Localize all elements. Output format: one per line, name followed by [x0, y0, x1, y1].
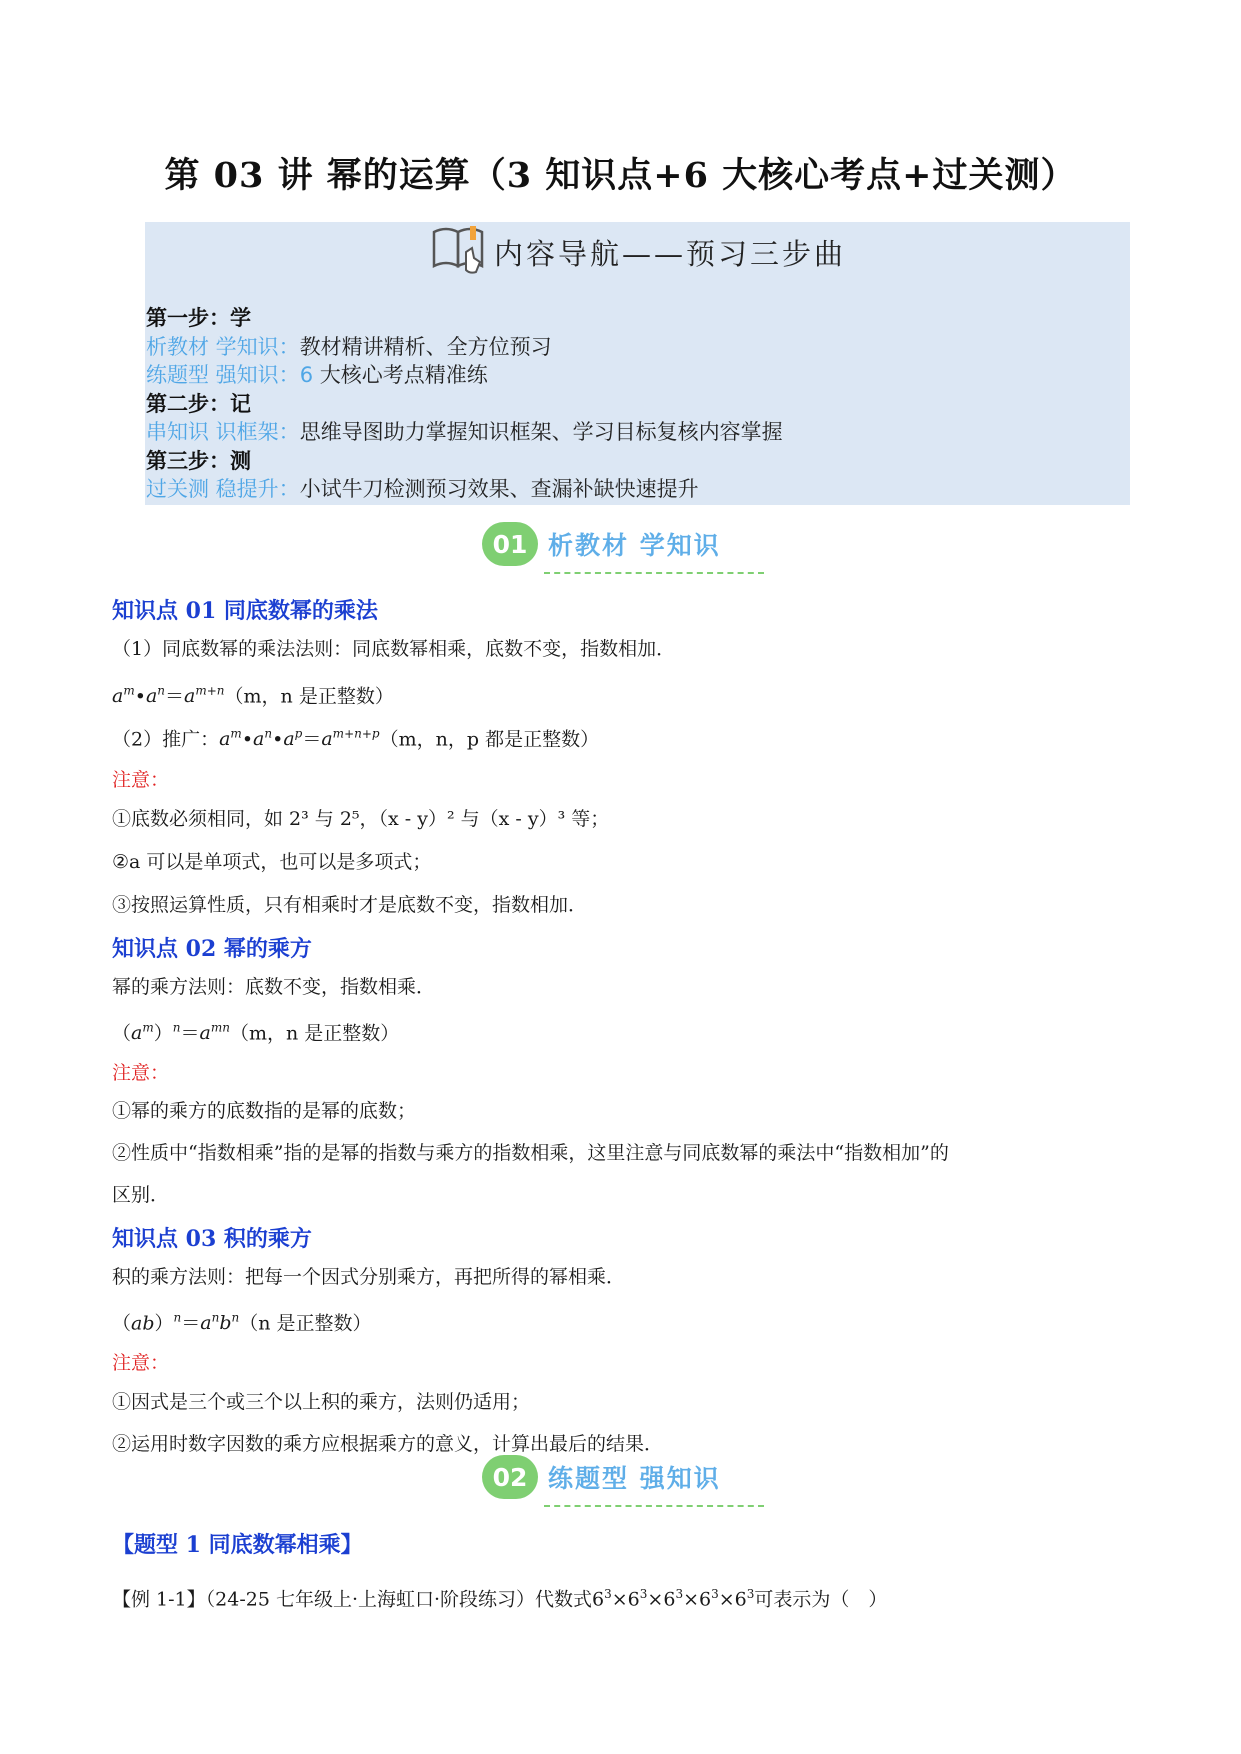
nav-line: 练题型 强知识：6 大核心考点精准练 [146, 363, 488, 387]
nav-heading [430, 222, 846, 282]
kp3-note-1: ①因式是三个或三个以上积的乘方，法则仍适用； [112, 1391, 531, 1413]
kp2-formula: $(a^m)^n=a^{mn}(m$，n 是正整数） [112, 1021, 400, 1045]
kp3-title: 知识点 03 积的乘方 [112, 1226, 312, 1252]
kp1-note-label: 注意： [112, 769, 170, 791]
dashed-divider [544, 1505, 764, 1507]
kp1-note-2: ②a 可以是单项式，也可以是多项式； [112, 851, 432, 873]
section-label: 析教材 学知识 [548, 531, 721, 560]
book-icon [430, 222, 488, 283]
example-1-1: 【例 1-1】（24-25 七年级上·上海虹口·阶段练习）代数式$6^3\times 6^3\times 6^3\times 6^3\times 6^3$可表示为（ ） [112, 1587, 888, 1611]
nav-line: 析教材 学知识：教材精讲精析、全方位预习 [146, 334, 552, 359]
kp1-title: 知识点 01 同底数幂的乘法 [112, 598, 378, 624]
section-number-badge: 02 [482, 1455, 538, 1499]
kp1-note-1: ①底数必须相同，如 2³ 与 2⁵，（x - y）² 与（x - y）³ 等； [112, 808, 610, 830]
nav-line: 串知识 识框架：思维导图助力掌握知识框架、学习目标复核内容掌握 [146, 420, 783, 444]
dashed-divider [544, 572, 764, 574]
kp2-note-1: ①幂的乘方的底数指的是幂的底数； [112, 1100, 417, 1122]
kp3-note-2: ②运用时数字因数的乘方应根据乘方的意义，计算出最后的结果． [112, 1433, 664, 1455]
kp3-formula: $(ab)^n=a^nb^n(n$ 是正整数） [112, 1311, 372, 1335]
kp1-formula: $a^m•a^n=a^{m+n}(m$，n 是正整数） [112, 684, 394, 708]
step-1-label: 第一步：学 [146, 305, 251, 330]
step-3-label: 第三步：测 [146, 447, 251, 473]
kp2-rule: 幂的乘方法则：底数不变，指数相乘． [112, 976, 436, 998]
step-2-label: 第二步：记 [146, 390, 251, 416]
kp2-note-label: 注意： [112, 1062, 170, 1084]
kp3-rule: 积的乘方法则：把每一个因式分别乘方，再把所得的幂相乘． [112, 1266, 626, 1288]
section-label: 练题型 强知识 [548, 1464, 721, 1493]
nav-steps [146, 304, 783, 504]
kp1-extension: （2）推广：$a^m•a^n•a^p=a^{m+n+p}(m$，n，p 都是正整数） [112, 727, 600, 751]
section-number-badge: 01 [482, 522, 538, 566]
kp2-note-2-cont: 区别． [112, 1184, 170, 1206]
kp2-note-2: ②性质中“指数相乘”指的是幂的指数与乘方的指数相乘，这里注意与同底数幂的乘法中“指数相加”的 [112, 1142, 949, 1164]
page-title: 第 03 讲 幂的运算（3 知识点+6 大核心考点+过关测） [164, 155, 1077, 196]
section-banner-1 [482, 522, 721, 566]
kp2-title: 知识点 02 幂的乘方 [112, 936, 312, 962]
kp1-note-3: ③按照运算性质，只有相乘时才是底数不变，指数相加． [112, 894, 588, 916]
type1-title: 【题型 1 同底数幂相乘】 [112, 1532, 363, 1558]
nav-heading-text: 内容导航——预习三步曲 [494, 236, 847, 271]
section-banner-2 [482, 1455, 721, 1499]
nav-line: 过关测 稳提升：小试牛刀检测预习效果、查漏补缺快速提升 [146, 477, 699, 501]
kp1-rule: （1）同底数幂的乘法法则：同底数幂相乘，底数不变，指数相加． [112, 638, 676, 660]
kp3-note-label: 注意： [112, 1352, 170, 1374]
